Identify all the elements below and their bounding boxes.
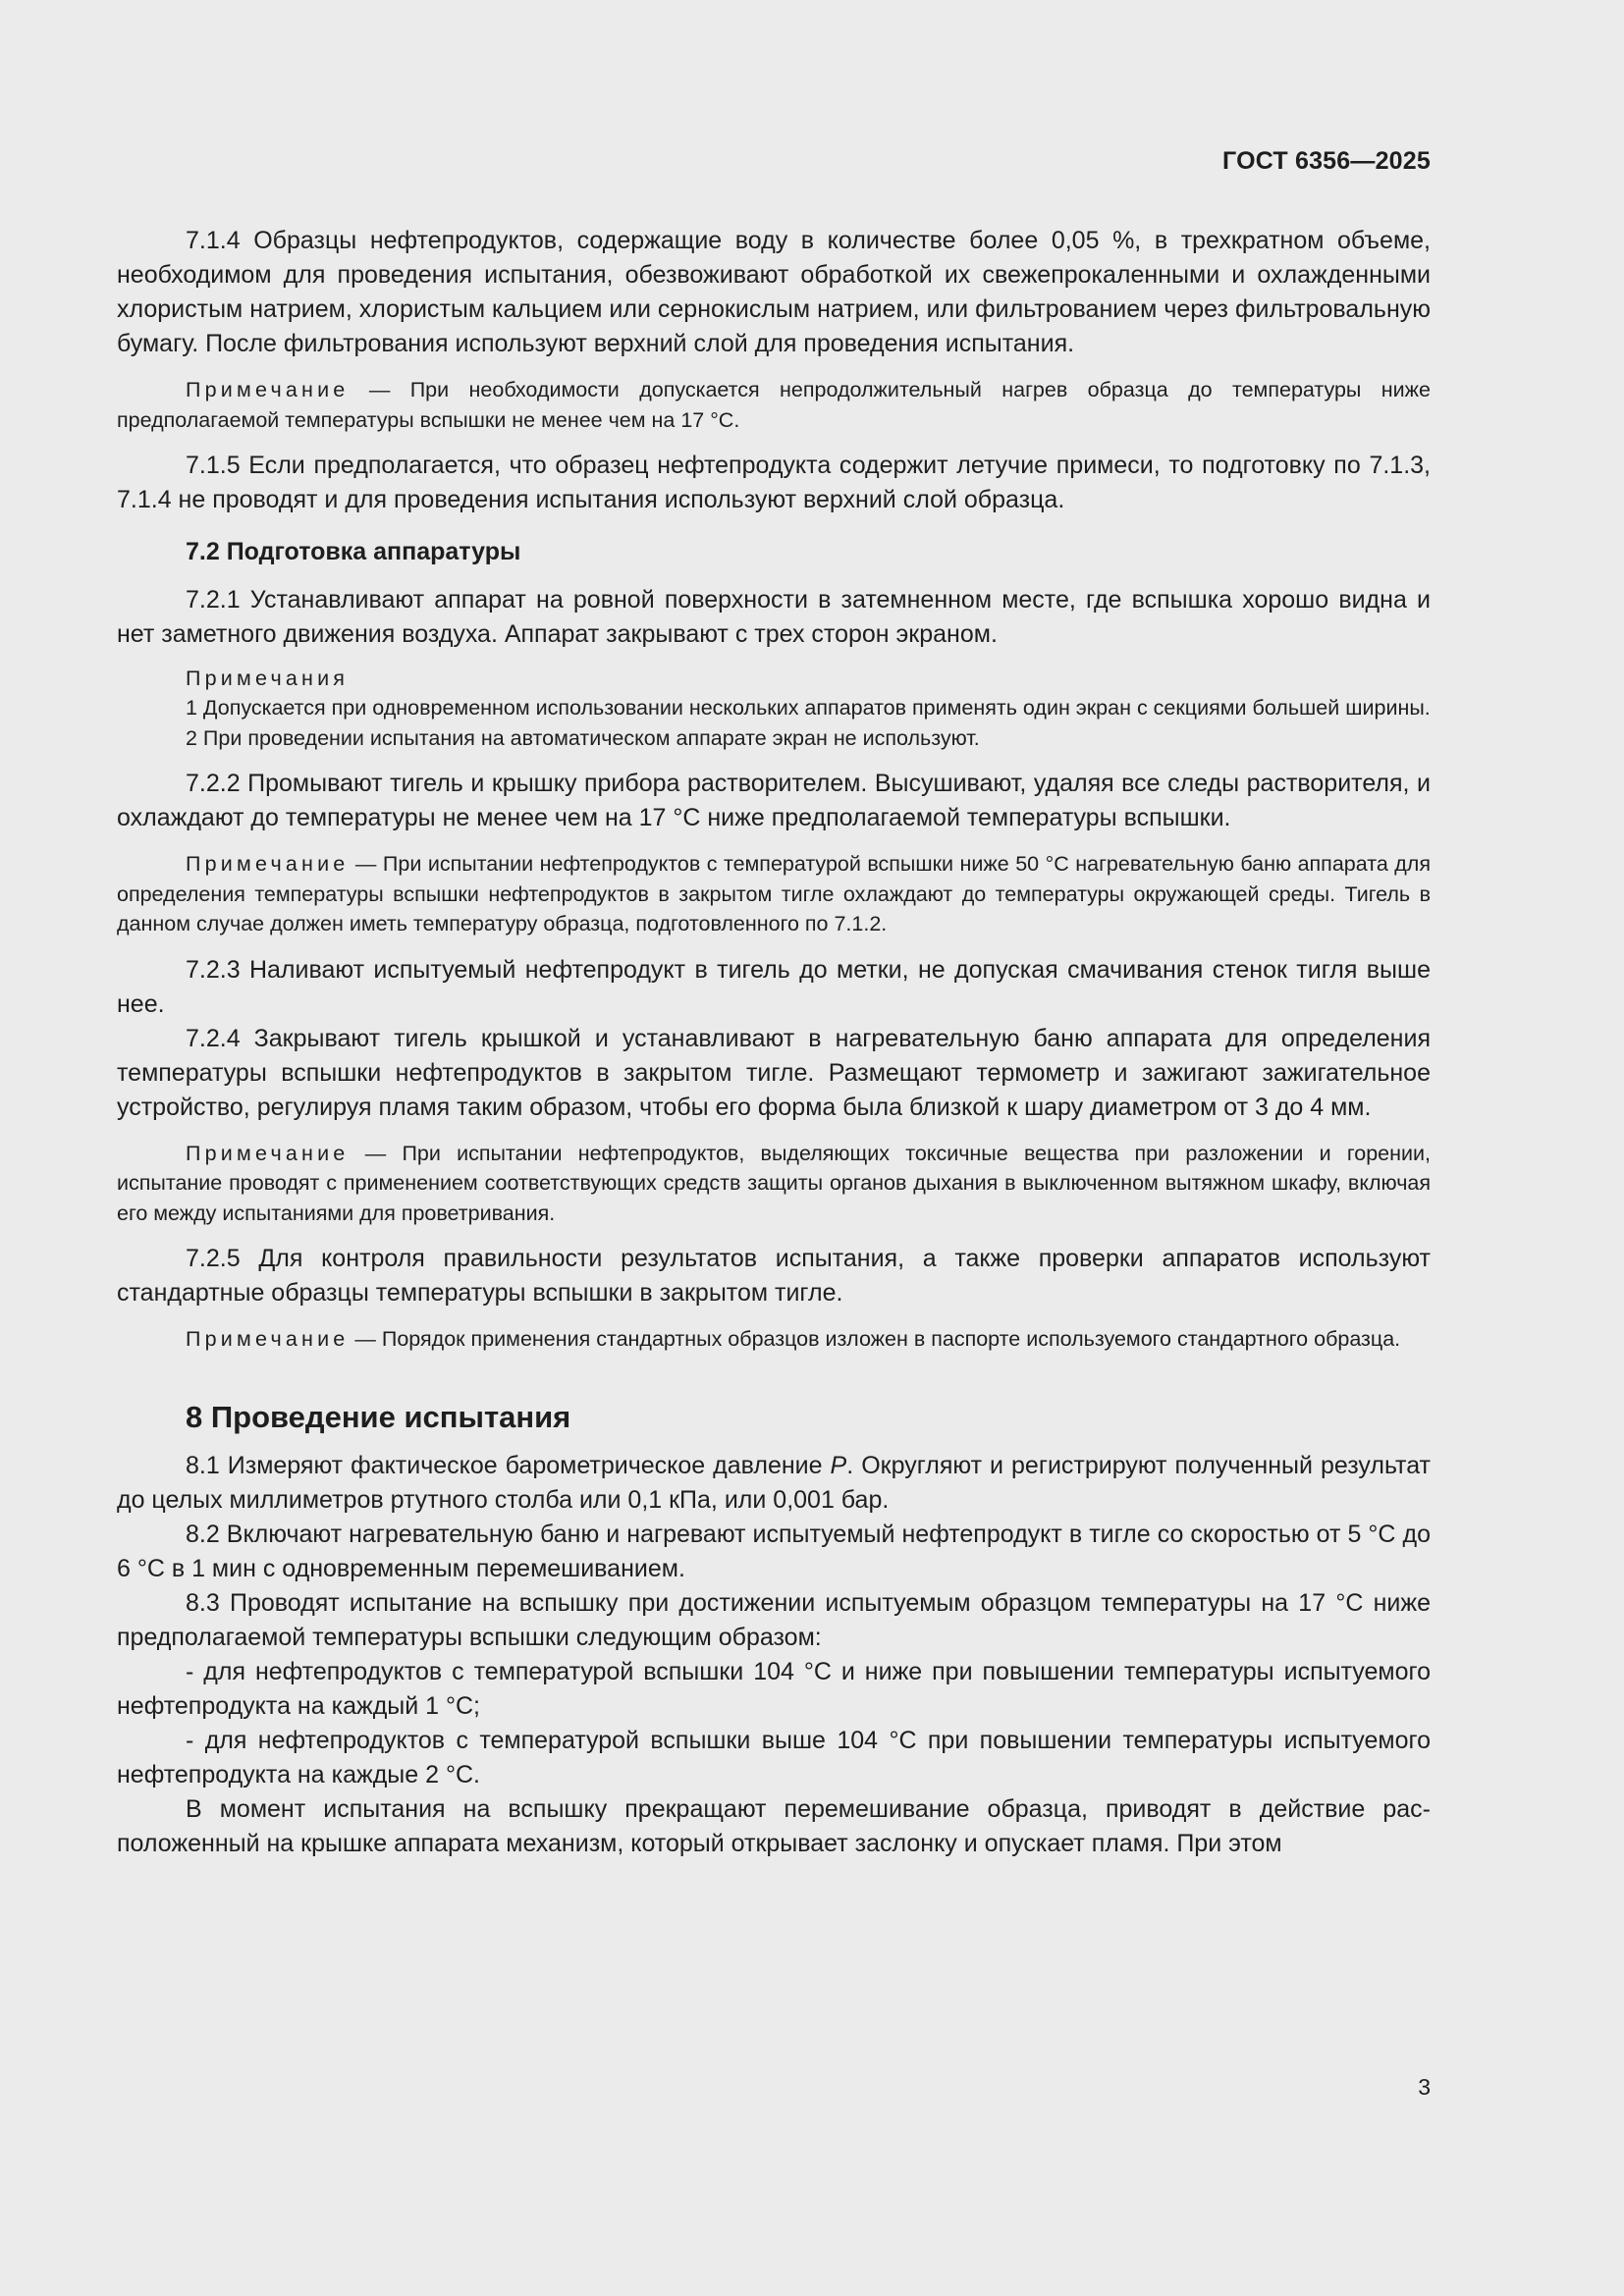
- paragraph-8-2: 8.2 Включают нагревательную баню и нагревают испытуемый нефтепродукт в тигле со скоростью от 5 °С до 6 °С в 1 мин с одновременным перемешиванием.: [117, 1520, 1431, 1582]
- note-7-2-2: [117, 849, 1431, 939]
- notes-label: Примечания: [186, 667, 350, 690]
- paragraph-8-1: [117, 1449, 1431, 1518]
- note-label: Примечание: [186, 1327, 350, 1351]
- list-item-8-3-b: - для нефтепродуктов с температурой вспышки выше 104 °С при повышении температуры испытуемого нефтепродукта на каждые 2 °С.: [117, 1726, 1431, 1789]
- note-item-2: 2 При проведении испытания на автоматическом аппарате экран не используют.: [186, 725, 980, 750]
- list-item-8-3-a: - для нефтепродуктов с температурой вспышки 104 °С и ниже при повышении температуры испытуемого нефтепродукта на каждый 1 °С;: [117, 1657, 1431, 1720]
- note-7-2-4: [117, 1139, 1431, 1229]
- paragraph-7-2-4: 7.2.4 Закрывают тигель крышкой и устанавливают в нагревательную баню аппарата для определения температуры вспышки нефтепродуктов в закрытом тигле. Размещают термометр и зажигают зажигательное устройство, регулируя пламя таким образом, чтобы его форма была близкой к шару диаметром от 3 до 4 мм.: [117, 1024, 1431, 1121]
- paragraph-7-1-5: 7.1.5 Если предполагается, что образец нефтепродукта содержит летучие примеси, то подготовку по 7.1.3, 7.1.4 не проводят и для проведения испытания используют верхний слой образца.: [117, 452, 1431, 513]
- note-item-1: 1 Допускается при одновременном использовании нескольких аппаратов применять один экран с секциями большей ширины.: [186, 696, 1431, 720]
- paragraph-7-2-5: 7.2.5 Для контроля правильности результатов испытания, а также проверки аппаратов используют стандартные образцы температуры вспышки в закрытом тигле.: [117, 1245, 1431, 1307]
- paragraph-7-2-1: 7.2.1 Устанавливают аппарат на ровной поверхности в затемненном месте, где вспышка хорошо видна и нет заметного движения воздуха. Аппарат закрывают с трех сторон экраном.: [117, 586, 1431, 648]
- note-label: Примечание: [186, 1141, 350, 1165]
- note-label: Примечание: [186, 378, 350, 401]
- page-content: [117, 224, 1431, 1861]
- note-text: — При испытании нефтепродуктов, выделяющих токсичные вещества при разложении и горении, испытание проводят с применением соответствующих средств защиты органов дыхания в выключенном вытяжном шкафу, включая его между испытаниями для проветривания.: [117, 1141, 1431, 1225]
- note-text: — При испытании нефтепродуктов с температурой вспышки ниже 50 °С нагревательную баню аппарата для определения температуры вспышки нефтепродуктов в закрытом тигле охлаждают до температуры окружающей среды. Тигель в данном случае должен иметь температуру образца, подготовленного по 7.1.2.: [117, 852, 1431, 935]
- document-code: ГОСТ 6356—2025: [1222, 147, 1431, 175]
- paragraph-7-2-2: 7.2.2 Промывают тигель и крышку прибора растворителем. Высушивают, удаляя все следы растворителя, и охлаждают до температуры не менее чем на 17 °С ниже предполагаемой температуры вспышки.: [117, 770, 1431, 831]
- section-heading-8: 8 Проведение испытания: [186, 1399, 571, 1434]
- paragraph-7-2-3: 7.2.3 Наливают испытуемый нефтепродукт в тигель до метки, не допуская смачивания стенок тигля выше нее.: [117, 955, 1431, 1018]
- page-number: 3: [1418, 2074, 1431, 2100]
- note-text: — Порядок применения стандартных образцов изложен в паспорте используемого стандартного образца.: [349, 1327, 1401, 1351]
- pressure-variable: P: [830, 1451, 847, 1479]
- paragraph-8-3: 8.3 Проводят испытание на вспышку при достижении испытуемым образцом температуры на 17 °С ниже предполагаемой температуры вспышки следующим образом:: [117, 1588, 1431, 1651]
- paragraph-8-3-continued: В момент испытания на вспышку прекращают перемешивание образца, приводят в действие расположенный на крышке аппарата механизм, который открывает заслонку и опускает пламя. При этом: [117, 1794, 1431, 1857]
- subsection-heading-7-2: 7.2 Подготовка аппаратуры: [186, 538, 521, 565]
- paragraph-7-1-4: 7.1.4 Образцы нефтепродуктов, содержащие воду в количестве более 0,05 %, в трехкратном объеме, необходимом для проведения испытания, обезвоживают обработкой их свежепрокаленными и охлажденными хлористым натрием, хлористым кальцием или сернокислым натрием, или фильтрованием через фильтровальную бумагу. После фильтрования используют верхний слой для проведения испытания.: [117, 227, 1431, 357]
- note-text: — При необходимости допускается непродолжительный нагрев образца до температуры ниже предполагаемой температуры вспышки не менее чем на 17 °С.: [117, 378, 1431, 432]
- paragraph-8-1-end: . Округляют и регистрируют полученный результат до целых миллиметров ртутного столба или 0,1 кПа, или 0,001 бар.: [117, 1451, 1431, 1514]
- note-7-1-4: [117, 375, 1431, 435]
- note-label: Примечание: [186, 852, 350, 876]
- note-7-2-5: [117, 1324, 1431, 1355]
- paragraph-8-1-start: 8.1 Измеряют фактическое барометрическое давление: [186, 1451, 831, 1479]
